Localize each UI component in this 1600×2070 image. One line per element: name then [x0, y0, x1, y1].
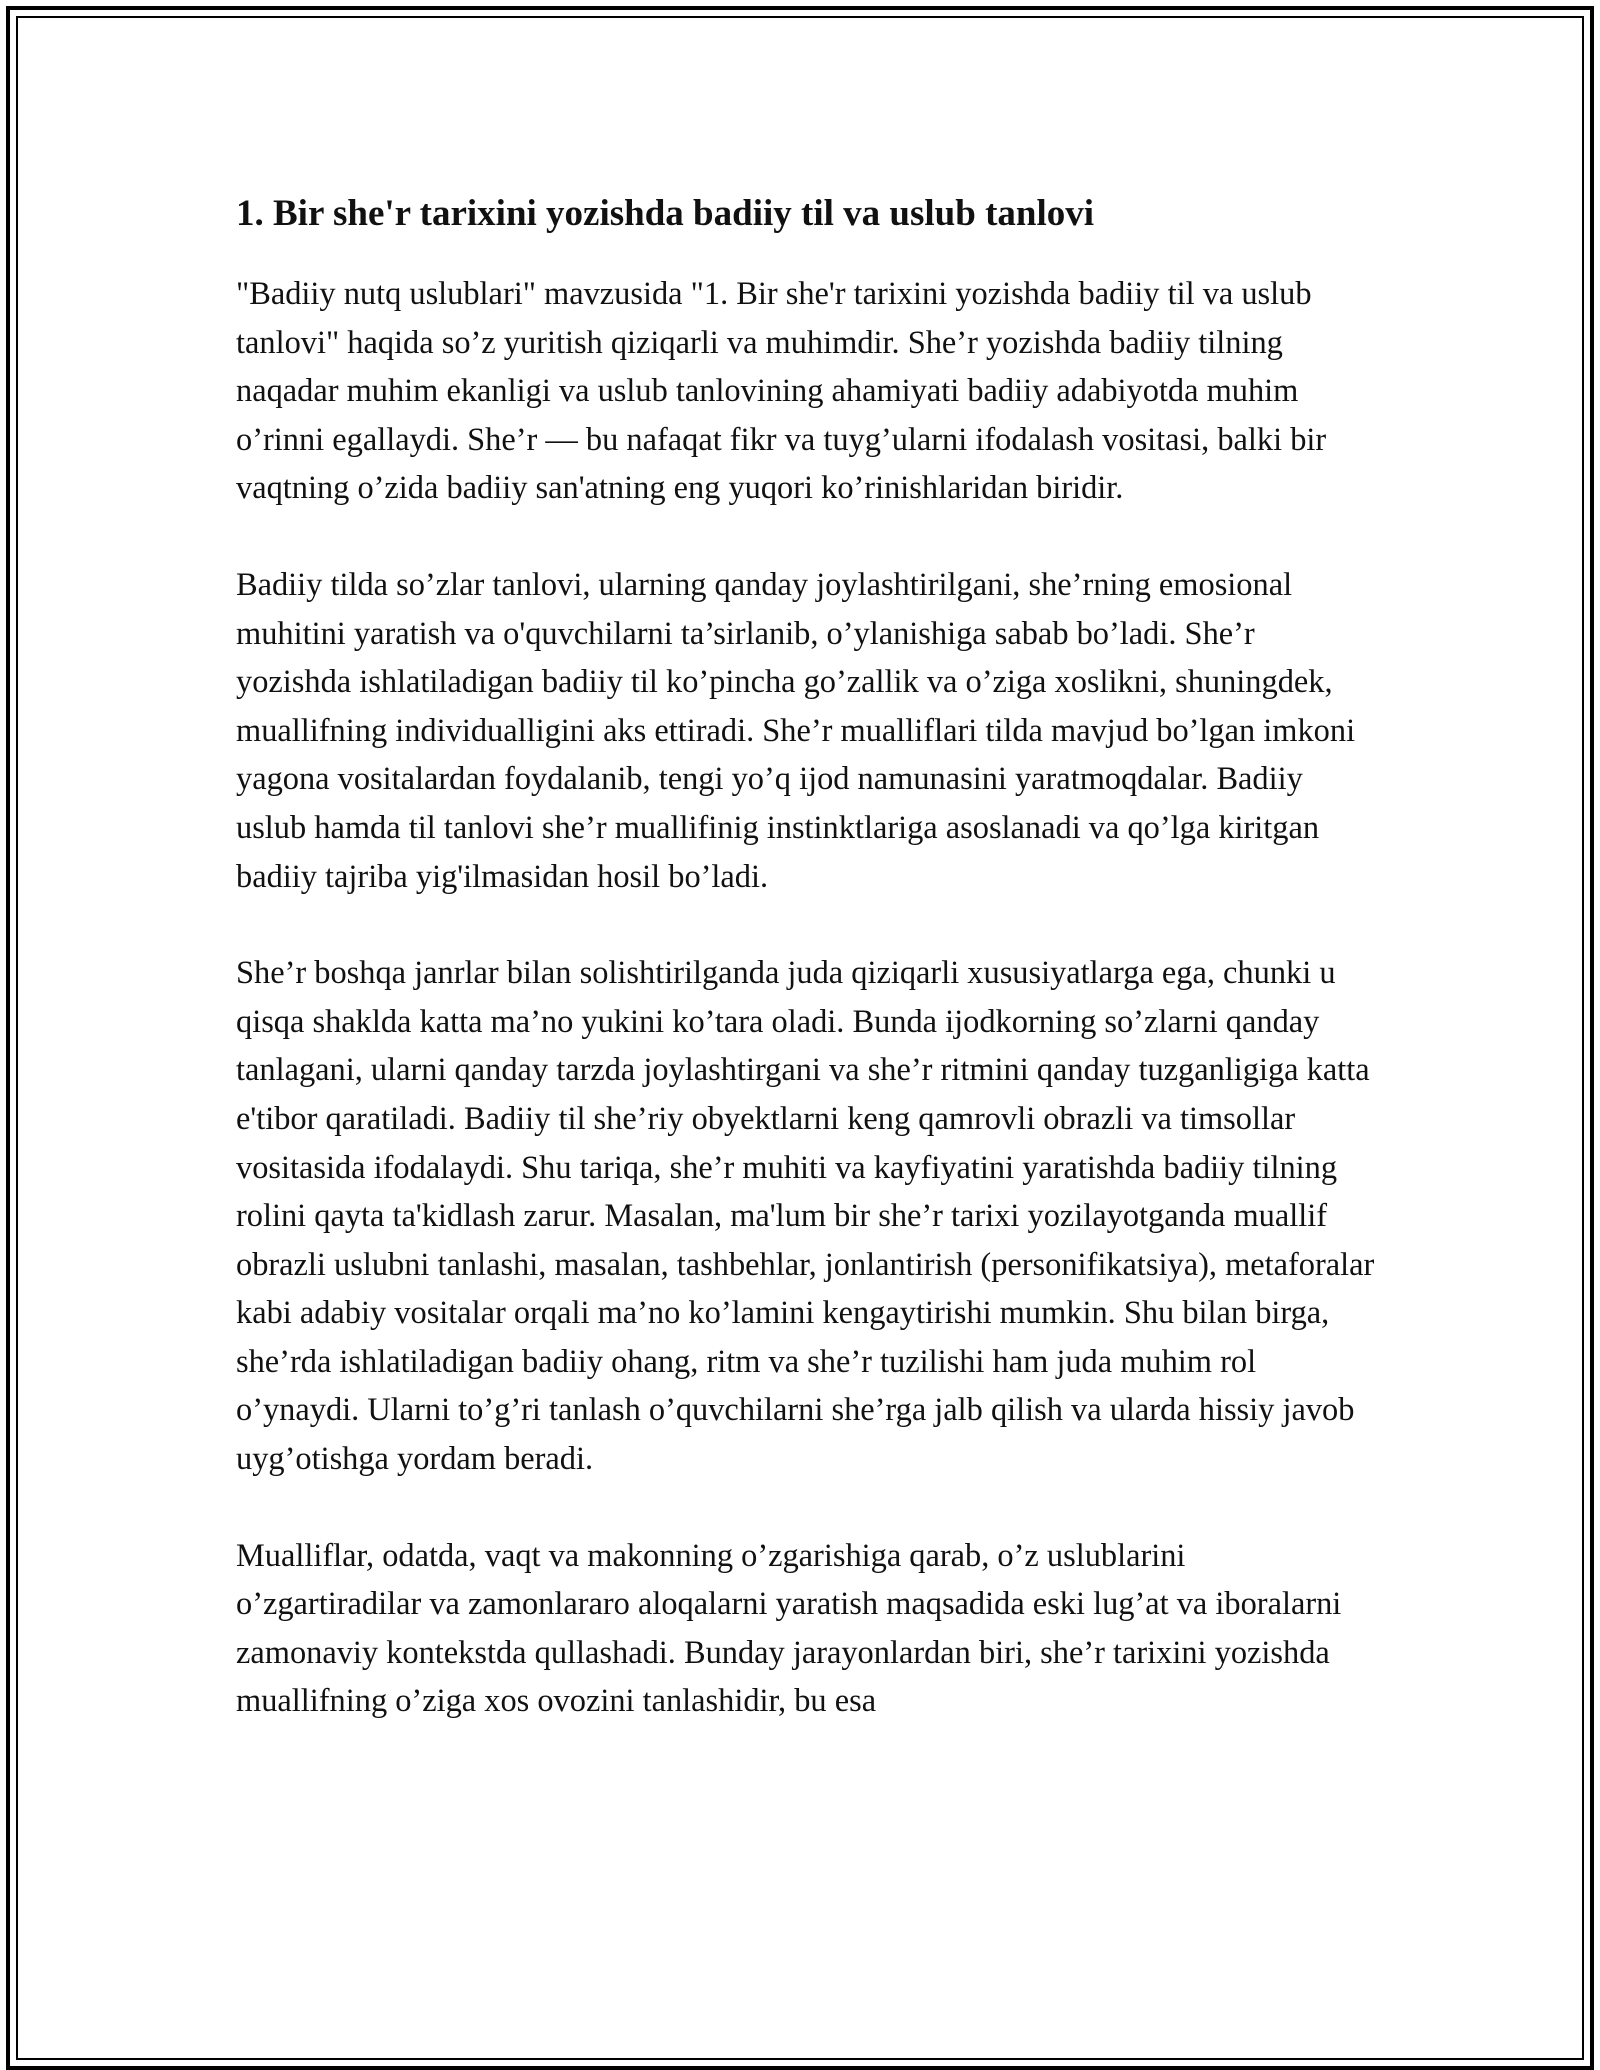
paragraph-1: "Badiiy nutq uslublari" mavzusida "1. Bir she'r tarixini yozishda badiiy til va uslub tanlovi" haqida so’z yuritish qiziqarli va muhimdir. She’r yozishda badiiy tilning naqadar muhim ekanligi va uslub tanlovining ahamiyati badiiy adabiyotda muhim o’rinni egallaydi. She’r — bu nafaqat fikr va tuyg’ularni ifodalash vositasi, balki bir vaqtning o’zida badiiy san'atning eng yuqori ko’rinishlaridan biridir.: [236, 276, 1327, 507]
section-heading: 1. Bir she'r tarixini yozishda badiiy til va uslub tanlovi: [236, 193, 1095, 234]
paragraph-2: Badiiy tilda so’zlar tanlovi, ularning qanday joylashtirilgani, she’rning emosional muhitini yaratish va o'quvchilarni ta’sirlanib, o’ylanishiga sabab bo’ladi. She’r yozishda ishlatiladigan badiiy til ko’pincha go’zallik va o’ziga xoslikni, shuningdek, muallifning individualligini aks ettiradi. She’r mualliflari tilda mavjud bo’lgan imkoni yagona vositalardan foydalanib, tengi yo’q ijod namunasini yaratmoqdalar. Badiiy uslub hamda til tanlovi she’r muallifinig instinktlariga asoslanadi va qo’lga kiritgan badiiy tajriba yig'ilmasidan hosil bo’ladi.: [236, 566, 1356, 895]
paragraph-3: She’r boshqa janrlar bilan solishtirilganda juda qiziqarli xususiyatlarga ega, chunki u qisqa shaklda katta ma’no yukini ko’tara oladi. Bunda ijodkorning so’zlarni qanday tanlagani, ularni qanday tarzda joylashtirgani va she’r ritmini qanday tuzganligiga katta e'tibor qaratiladi. Badiiy til she’riy obyektlarni keng qamrovli obrazli va timsollar vositasida ifodalaydi. Shu tariqa, she’r muhiti va kayfiyatini yaratishda badiiy tilning rolini qayta ta'kidlash zarur. Masalan, ma'lum bir she’r tarixi yozilayotganda muallif obrazli uslubni tanlashi, masalan, tashbehlar, jonlantirish (personifikatsiya), metaforalar kabi adabiy vositalar orqali ma’no ko’lamini kengaytirishi mumkin. Shu bilan birga, she’rda ishlatiladigan badiiy ohang, ritm va she’r tuzilishi ham juda muhim rol o’ynaydi. Ularni to’g’ri tanlash o’quvchilarni she’rga jalb qilish va ularda hissiy javob uyg’otishga yordam beradi.: [236, 955, 1375, 1478]
document-body: [236, 188, 1376, 1774]
paragraph-4: Mualliflar, odatda, vaqt va makonning o’zgarishiga qarab, o’z uslublarini o’zgartiradilar va zamonlararo aloqalarni yaratish maqsadida eski lug’at va iboralarni zamonaviy kontekstda qullashadi. Bunday jarayonlardan biri, she’r tarixini yozishda muallifning o’ziga xos ovozini tanlashidir, bu esa: [236, 1537, 1342, 1720]
